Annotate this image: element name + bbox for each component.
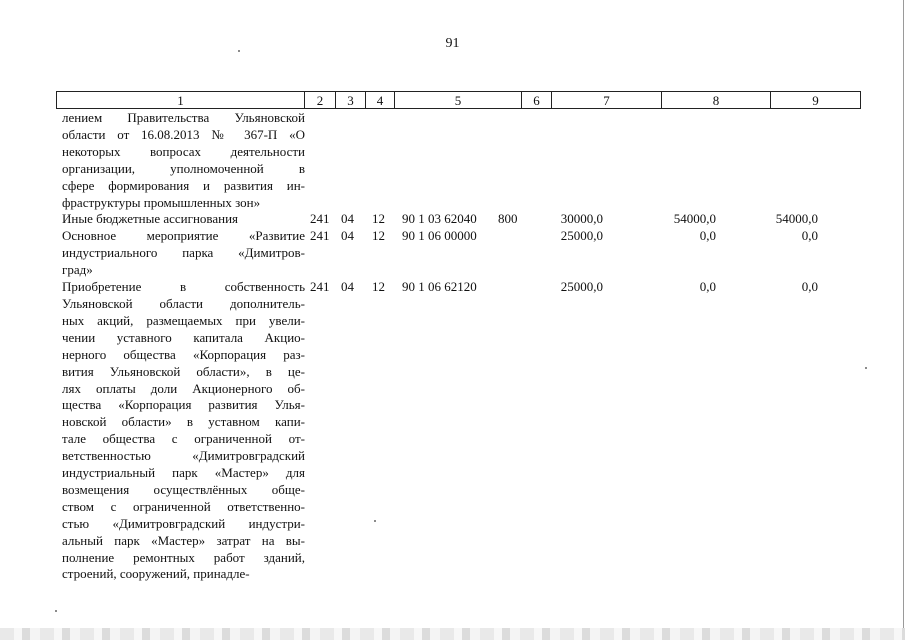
description-line: щества «Корпорация развития Улья- [62, 397, 305, 413]
description-line: альный парк «Мастер» затрат на вы- [62, 532, 305, 548]
column-number-header [56, 91, 861, 109]
table-row [56, 279, 840, 583]
description-line: Ульяновской области дополнитель- [62, 295, 305, 311]
cell-c5: 90 1 03 62040 [402, 211, 477, 227]
description-line: вития Ульяновской области», в це- [62, 363, 305, 379]
description-line: чении уставного капитала Акцио- [62, 329, 305, 345]
description-line: новской области» в уставном капи- [62, 414, 305, 430]
row-description [56, 110, 305, 211]
cell-c4: 12 [372, 211, 385, 227]
description-line: сфере формирования и развития ин- [62, 177, 305, 193]
description-line: град» [62, 262, 93, 278]
cell-c2: 241 [310, 228, 330, 244]
cell-c8: 0,0 [699, 279, 716, 295]
description-line: тале общества с ограниченной от- [62, 431, 305, 447]
scan-speck [865, 367, 867, 369]
cell-c9: 54000,0 [775, 211, 818, 227]
cell-c7: 25000,0 [560, 279, 603, 295]
column-header: 2 [305, 92, 336, 109]
cell-c9: 0,0 [801, 279, 818, 295]
description-line: Иные бюджетные ассигнования [62, 211, 239, 227]
page-number: 91 [445, 36, 460, 51]
description-line: стью «Димитровградский индустри- [62, 515, 305, 531]
description-line: полнение ремонтных работ зданий, [62, 549, 305, 565]
column-header: 9 [771, 92, 861, 109]
scan-speck [238, 50, 240, 52]
table-row [56, 211, 840, 228]
cell-c5: 90 1 06 00000 [402, 228, 477, 244]
description-line: ных акций, размещаемых при увели- [62, 312, 305, 328]
scan-speck [374, 520, 376, 522]
column-header: 8 [662, 92, 771, 109]
cell-c2: 241 [310, 211, 330, 227]
description-line: индустриальный парк «Мастер» для [62, 465, 305, 481]
description-line: ветственностью «Димитровградский [62, 448, 305, 464]
cell-c3: 04 [341, 279, 354, 295]
description-line: возмещения осуществлённых обще- [62, 481, 305, 497]
description-line: лением Правительства Ульяновской [62, 110, 305, 125]
column-header: 5 [395, 92, 522, 109]
cell-c6: 800 [498, 211, 518, 227]
cell-c9: 0,0 [801, 228, 818, 244]
row-description [56, 228, 305, 279]
description-line: Приобретение в собственность [62, 279, 305, 295]
description-line: строений, сооружений, принадле- [62, 566, 250, 582]
cell-c3: 04 [341, 228, 354, 244]
description-line: лях оплаты доли Акционерного об- [62, 380, 305, 396]
column-header: 3 [336, 92, 366, 109]
table-row [56, 228, 840, 279]
description-line: нерного общества «Корпорация раз- [62, 346, 305, 362]
description-line: фраструктуры промышленных зон» [62, 194, 261, 210]
row-description [56, 279, 305, 583]
column-header: 4 [366, 92, 395, 109]
cell-c4: 12 [372, 228, 385, 244]
cell-c7: 25000,0 [560, 228, 603, 244]
table-row [56, 110, 840, 211]
column-header: 6 [522, 92, 552, 109]
scan-speck [55, 610, 57, 612]
cell-c8: 54000,0 [673, 211, 716, 227]
cell-c4: 12 [372, 279, 385, 295]
cell-c2: 241 [310, 279, 330, 295]
table-body [56, 110, 840, 583]
cell-c8: 0,0 [699, 228, 716, 244]
description-line: организации, уполномоченной в [62, 160, 305, 176]
cell-c5: 90 1 06 62120 [402, 279, 477, 295]
description-line: индустриального парка «Димитров- [62, 245, 305, 261]
column-header: 7 [552, 92, 662, 109]
description-line: ством с ограниченной ответственно- [62, 498, 305, 514]
scan-edge [0, 628, 905, 640]
description-line: области от 16.08.2013 № 367-П «О [62, 126, 305, 142]
cell-c3: 04 [341, 211, 354, 227]
column-header: 1 [57, 92, 305, 109]
description-line: Основное мероприятие «Развитие [62, 228, 305, 244]
row-description [56, 211, 305, 228]
description-line: некоторых вопросах деятельности [62, 143, 305, 159]
cell-c7: 30000,0 [560, 211, 603, 227]
